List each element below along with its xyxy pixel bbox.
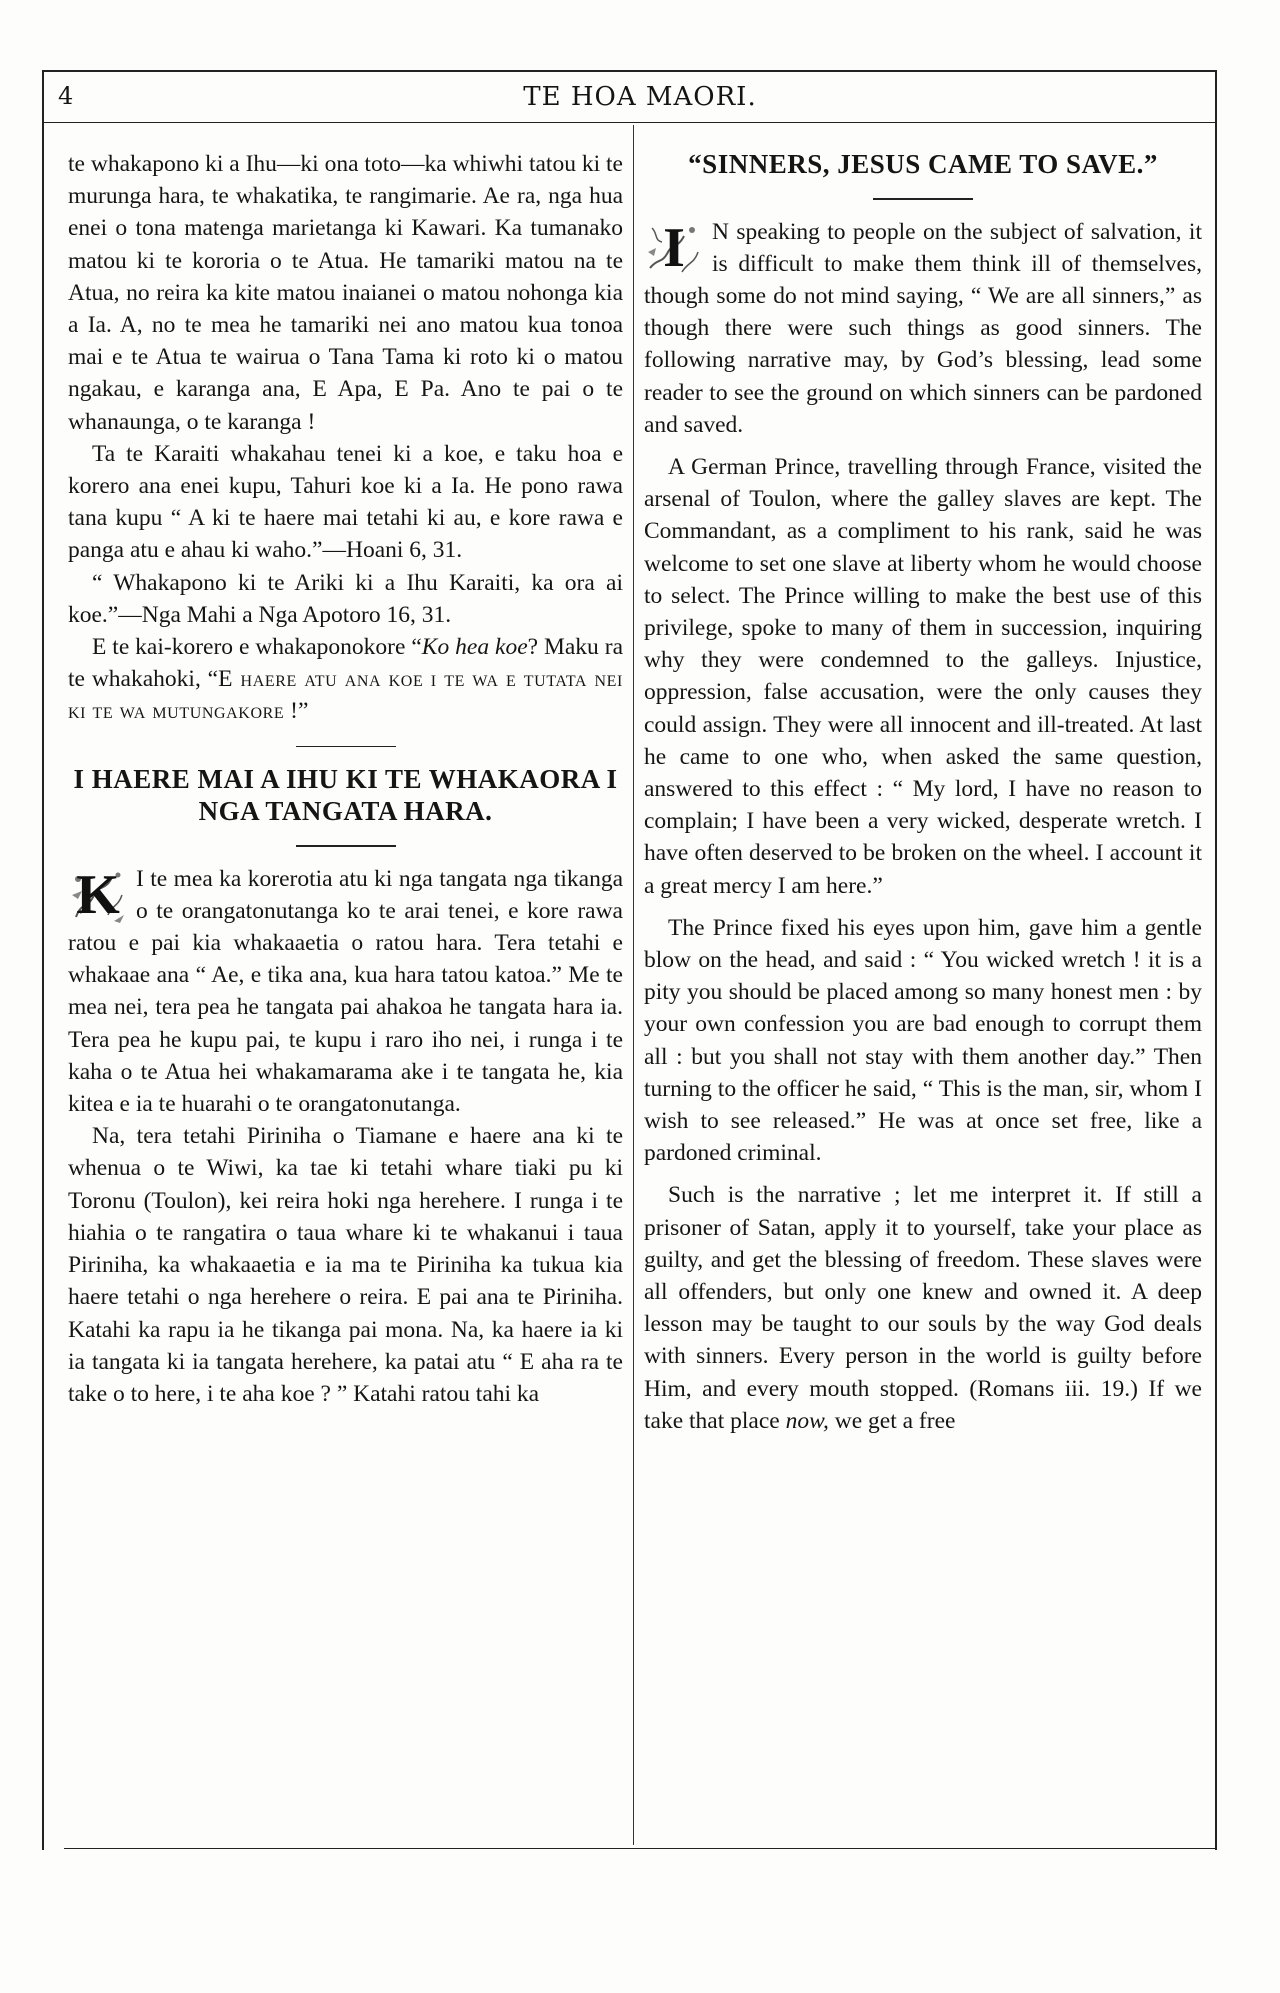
- section-separator: [296, 746, 396, 748]
- left-paragraph-2: Ta te Karaiti whakahau tenei ki a koe, e taku hoa e korero ana enei kupu, Tahuri koe ki a Ia. He pono rawa tana kupu “ A ki te haere mai tetahi ki au, e kore rawa e panga atu e ahau ki waho.”—Hoani 6, 31.: [68, 440, 623, 564]
- ornamental-dropcap-i: [644, 218, 704, 278]
- right-p4-start-text: Such is the narrative ; let me interpret it. If still a prisoner of Satan, apply it to yourself, take your place as guilty, and get the blessing of freedom. These slaves were all offenders, but only one knew and owned it. A deep lesson may be taught to our souls by the way God deals with sinners. Every person in the world is guilty before Him, and every mouth stopped. (Romans iii. 19.) If we take that place: [644, 1182, 1202, 1434]
- header-rule: [42, 122, 1217, 123]
- p4-mid-text: ? Maku ra te whakahoki, “: [68, 634, 623, 693]
- p4-end-text: !”: [284, 698, 309, 725]
- right-column: [644, 148, 1202, 1437]
- right-paragraph-4: [644, 1179, 1202, 1437]
- right-border-rule: [1215, 70, 1217, 1850]
- running-title: TE HOA MAORI.: [523, 82, 757, 112]
- p4-italic-text: Ko hea koe: [421, 634, 528, 661]
- left-paragraph-1: te whakapono ki a Ihu—ki ona toto—ka whiwhi tatou ki te murunga hara, te whakatika, te rangimarie. Ae ra, nga hua enei o tona matenga marietanga ki Kawari. Ka tumanako matou ki te kororia o te Atua. He tamariki matou na te Atua, no reira ka kite matou inaianei o matou nohonga kia a Ia. A, no te mea he tamariki nei ano matou kua tonoa mai e te Atua te wairua o Tana Tama ki roto ki o matou ngakau, e karanga ana, E Apa, E Pa. Ano te pai o te whanaunga, o te karanga !: [68, 151, 623, 435]
- right-paragraph-2: A German Prince, travelling through France, visited the arsenal of Toulon, where the galley slaves are kept. The Commandant, as a compliment to his rank, said he was welcome to set one slave at liberty whom he would choose to select. The Prince willing to make the best use of this privilege, spoke to many of them in succession, inquiring why they were condemned to the galleys. Injustice, oppression, false accusation, were the only causes they could assign. They were all innocent and ill-treated. At last he came to one who, when asked the same question, answered to this effect : “ My lord, I have no reason to complain; I have been a very wicked, desperate wretch. I have often deserved to be broken on the wheel. I account it a great mercy I am here.”: [644, 453, 1202, 899]
- right-paragraph-1-text: N speaking to people on the subject of salvation, it is difficult to make them think ill of themselves, though some do not mind saying, “ We are all sinners,” as though there were such things as good sinners. The following narrative may, by God’s blessing, lead some reader to see the ground on which sinners can be pardoned and saved.: [644, 218, 1202, 438]
- right-p4-end-text: we get a free: [828, 1407, 956, 1434]
- right-paragraph-3: The Prince fixed his eyes upon him, gave him a gentle blow on the head, and said : “ You wicked wretch ! it is a pity you should be placed among so many honest men : by your own confession you are bad enough to corrupt them all : but you shall not stay with them another day.” Then turning to the officer he said, “ This is the man, sir, whom I wish to see released.” He was at once set free, like a pardoned criminal.: [644, 914, 1202, 1167]
- left-paragraph-5-text: I te mea ka korerotia atu ki nga tangata nga tikanga o te orangatonutanga ko te arai tenei, e kore rawa ratou e pai kia whakaaetia o ratou hara. Tera tetahi e whakaae ana “ Ae, e tika ana, kua hara tatou katoa.” Me te mea nei, tera pea he tangata pai ahakoa he tangata hara ia. Tera pea he kupu pai, te kupu i raro iho nei, i runga i te kaha o te Atua hei whakamarama ake i te tangata he, kia kitea e ia te huarahi o te orangatonutanga.: [68, 865, 623, 1118]
- left-paragraph-4: [68, 631, 623, 728]
- left-paragraph-3: “ Whakapono ki te Ariki ki a Ihu Karaiti, ka ora ai koe.”—Nga Mahi a Nga Apotoro 16, 31.: [68, 569, 623, 628]
- p4-start-text: E te kai-korero e whakaponokore “: [92, 634, 422, 661]
- top-border-rule: [42, 70, 1217, 72]
- dropcap-letter: K: [76, 863, 120, 926]
- right-p4-italic-text: now,: [785, 1407, 829, 1434]
- left-paragraph-6: Na, tera tetahi Piriniha o Tiamane e haere ana ki te whenua o te Wiwi, ka tae ki tetahi whare tiaki pu ki Toronu (Toulon), kei reira hoki nga herehere. I runga i te hiahia o te rangatira o taua whare ki te whakanui i taua Piriniha, ka whakaaetia e ia ma te Piriniha ka tukua kia haere tetahi o nga herehere o reira. E pai ana te Piriniha. Katahi ka rapu ia he tikanga pai mona. Na, ka haere ia ki ia tangata ki ia tangata herehere, ka patai atu “ E aha ra te take o to here, i te aha koe ? ” Katahi ratou tahi ka: [68, 1123, 623, 1407]
- heading-underline: [296, 845, 396, 847]
- right-paragraph-1: [644, 216, 1202, 441]
- bottom-border-rule: [64, 1848, 1217, 1849]
- left-article-heading: I HAERE MAI A IHU KI TE WHAKAORA I NGA TANGATA HARA.: [73, 764, 618, 827]
- page-number: 4: [58, 82, 74, 110]
- ornamental-dropcap-k: [68, 865, 128, 925]
- dropcap-letter: I: [663, 216, 685, 279]
- left-column: [68, 148, 623, 1410]
- right-article-heading: “SINNERS, JESUS CAME TO SAVE.”: [688, 149, 1158, 179]
- column-divider: [633, 125, 634, 1845]
- right-heading-underline: [873, 198, 973, 200]
- left-paragraph-5: [68, 863, 623, 1121]
- p4-smallcaps-text: E haere atu ana koe i te wa e tutata nei ki te wa mutungakore: [68, 666, 623, 725]
- left-border-rule: [42, 70, 44, 1850]
